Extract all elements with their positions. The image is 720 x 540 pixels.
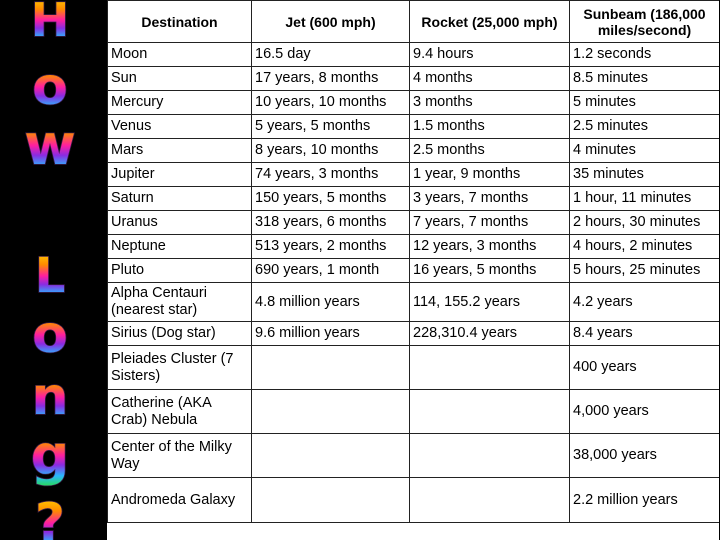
cell-rocket [410, 478, 570, 523]
table-row [108, 211, 720, 235]
cell-rocket: 228,310.4 years [410, 322, 570, 346]
table-row [108, 187, 720, 211]
cell-rocket: 1 year, 9 months [410, 163, 570, 187]
cell-rocket: 7 years, 7 months [410, 211, 570, 235]
table-row [108, 283, 720, 322]
cell-jet: 513 years, 2 months [252, 235, 410, 259]
title-letter: w [24, 113, 76, 178]
table-row [108, 91, 720, 115]
table-row [108, 235, 720, 259]
cell-destination: Sirius (Dog star) [108, 322, 252, 346]
travel-time-table [107, 0, 719, 523]
header-sunbeam: Sunbeam (186,000 miles/second) [570, 1, 720, 43]
table-row [108, 139, 720, 163]
header-row [108, 1, 720, 43]
cell-sunbeam: 2 hours, 30 minutes [570, 211, 720, 235]
table-row [108, 163, 720, 187]
cell-destination: Pluto [108, 259, 252, 283]
cell-jet [252, 434, 410, 478]
cell-jet [252, 478, 410, 523]
cell-sunbeam: 4,000 years [570, 390, 720, 434]
cell-sunbeam: 1.2 seconds [570, 43, 720, 67]
title-letter: g [30, 424, 70, 487]
header-destination: Destination [108, 1, 252, 43]
cell-rocket [410, 434, 570, 478]
cell-jet: 10 years, 10 months [252, 91, 410, 115]
table-row [108, 434, 720, 478]
cell-jet: 4.8 million years [252, 283, 410, 322]
header-rocket: Rocket (25,000 mph) [410, 1, 570, 43]
cell-sunbeam: 35 minutes [570, 163, 720, 187]
cell-destination: Uranus [108, 211, 252, 235]
table-row [108, 390, 720, 434]
cell-destination: Catherine (AKA Crab) Nebula [108, 390, 252, 434]
cell-destination: Mercury [108, 91, 252, 115]
cell-destination: Saturn [108, 187, 252, 211]
cell-destination: Mars [108, 139, 252, 163]
cell-sunbeam: 8.5 minutes [570, 67, 720, 91]
cell-jet [252, 390, 410, 434]
cell-destination: Venus [108, 115, 252, 139]
cell-rocket: 12 years, 3 months [410, 235, 570, 259]
table-row [108, 346, 720, 390]
cell-sunbeam: 2.5 minutes [570, 115, 720, 139]
cell-rocket: 16 years, 5 months [410, 259, 570, 283]
cell-rocket: 3 months [410, 91, 570, 115]
cell-rocket [410, 390, 570, 434]
cell-jet: 9.6 million years [252, 322, 410, 346]
cell-sunbeam: 4 hours, 2 minutes [570, 235, 720, 259]
cell-destination: Neptune [108, 235, 252, 259]
cell-sunbeam: 4.2 years [570, 283, 720, 322]
vertical-title-art [0, 0, 106, 540]
cell-jet: 8 years, 10 months [252, 139, 410, 163]
cell-rocket: 4 months [410, 67, 570, 91]
table-row [108, 43, 720, 67]
cell-sunbeam: 1 hour, 11 minutes [570, 187, 720, 211]
cell-rocket: 2.5 months [410, 139, 570, 163]
vertical-title [0, 0, 106, 540]
cell-rocket [410, 346, 570, 390]
cell-destination: Jupiter [108, 163, 252, 187]
cell-jet: 74 years, 3 months [252, 163, 410, 187]
cell-sunbeam: 2.2 million years [570, 478, 720, 523]
cell-jet: 318 years, 6 months [252, 211, 410, 235]
travel-time-table-container [107, 0, 719, 540]
cell-jet: 690 years, 1 month [252, 259, 410, 283]
table-row [108, 259, 720, 283]
title-letter: o [32, 305, 68, 365]
cell-destination: Andromeda Galaxy [108, 478, 252, 523]
title-letter: L [34, 248, 66, 304]
table-row [108, 478, 720, 523]
cell-jet: 16.5 day [252, 43, 410, 67]
table-row [108, 322, 720, 346]
cell-destination: Pleiades Cluster (7 Sisters) [108, 346, 252, 390]
cell-sunbeam: 400 years [570, 346, 720, 390]
cell-rocket: 114, 155.2 years [410, 283, 570, 322]
header-jet: Jet (600 mph) [252, 1, 410, 43]
title-letter: H [30, 0, 70, 47]
cell-destination: Moon [108, 43, 252, 67]
cell-rocket: 3 years, 7 months [410, 187, 570, 211]
cell-jet: 5 years, 5 months [252, 115, 410, 139]
cell-jet: 150 years, 5 months [252, 187, 410, 211]
cell-sunbeam: 5 minutes [570, 91, 720, 115]
cell-rocket: 9.4 hours [410, 43, 570, 67]
cell-jet [252, 346, 410, 390]
cell-sunbeam: 8.4 years [570, 322, 720, 346]
table-row [108, 115, 720, 139]
cell-destination: Alpha Centauri (nearest star) [108, 283, 252, 322]
title-letter: o [32, 57, 68, 117]
table-row [108, 67, 720, 91]
cell-destination: Sun [108, 67, 252, 91]
cell-rocket: 1.5 months [410, 115, 570, 139]
cell-destination: Center of the Milky Way [108, 434, 252, 478]
cell-jet: 17 years, 8 months [252, 67, 410, 91]
cell-sunbeam: 4 minutes [570, 139, 720, 163]
cell-sunbeam: 5 hours, 25 minutes [570, 259, 720, 283]
title-letter: ? [34, 493, 66, 540]
cell-sunbeam: 38,000 years [570, 434, 720, 478]
title-letter: n [31, 367, 69, 427]
